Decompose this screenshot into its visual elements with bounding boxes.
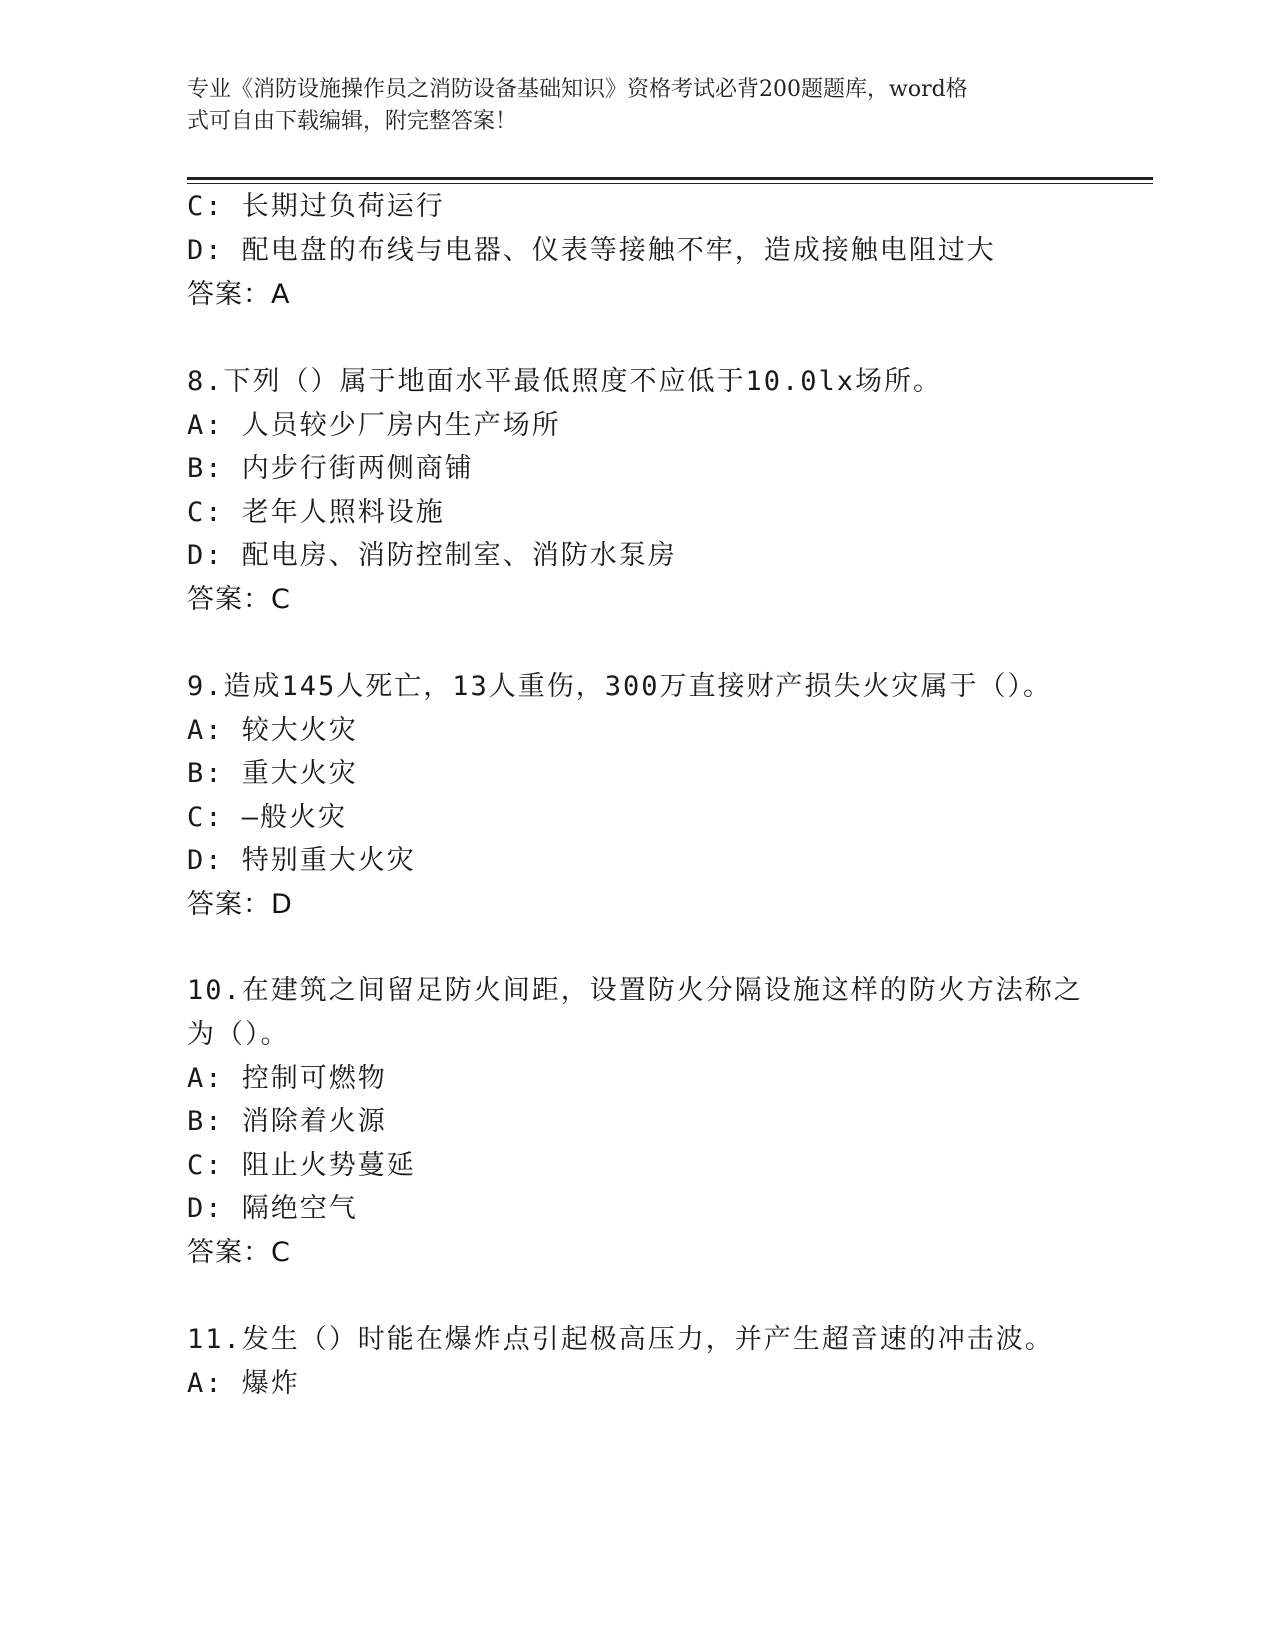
q9-option-c: C: —般火灾 xyxy=(187,802,348,833)
q10-option-d: D: 隔绝空气 xyxy=(187,1193,358,1224)
header-divider-thick xyxy=(187,177,1153,180)
q10-option-c: C: 阻止火势蔓延 xyxy=(187,1150,416,1181)
q9-option-b: B: 重大火灾 xyxy=(187,758,358,789)
header-line-1: 专业《消防设施操作员之消防设备基础知识》资格考试必背200题题库，word格 xyxy=(187,77,968,102)
q8-option-d: D: 配电房、消防控制室、消防水泵房 xyxy=(187,540,677,571)
q8-option-c: C: 老年人照料设施 xyxy=(187,497,445,528)
q9-answer: 答案：D xyxy=(187,889,293,920)
q8-option-a: A: 人员较少厂房内生产场所 xyxy=(187,410,561,441)
q10-option-b: B: 消除着火源 xyxy=(187,1106,387,1137)
q8-answer: 答案：C xyxy=(187,584,291,615)
prev-option-d: D: 配电盘的布线与电器、仪表等接触不牢，造成接触电阻过大 xyxy=(187,235,996,266)
q10-stem-line-1: 10.在建筑之间留足防火间距，设置防火分隔设施这样的防火方法称之 xyxy=(187,975,1083,1006)
q8-option-b: B: 内步行街两侧商铺 xyxy=(187,453,474,484)
q9-option-a: A: 较大火灾 xyxy=(187,715,358,746)
q11-stem: 11.发生（）时能在爆炸点引起极高压力，并产生超音速的冲击波。 xyxy=(187,1324,1054,1355)
prev-answer: 答案：A xyxy=(187,279,291,310)
q11-option-a: A: 爆炸 xyxy=(187,1368,300,1399)
q10-option-a: A: 控制可燃物 xyxy=(187,1063,387,1094)
q8-stem: 8.下列（）属于地面水平最低照度不应低于10.0lx场所。 xyxy=(187,366,943,397)
header-line-2: 式可自由下载编辑，附完整答案！ xyxy=(187,109,518,134)
q10-stem-line-2: 为（）。 xyxy=(187,1019,290,1050)
document-header xyxy=(187,74,1067,138)
q10-answer: 答案：C xyxy=(187,1237,291,1268)
q9-option-d: D: 特别重大火灾 xyxy=(187,845,416,876)
q9-stem: 9.造成145人死亡，13人重伤，300万直接财产损失火灾属于（）。 xyxy=(187,671,1053,702)
prev-option-c: C: 长期过负荷运行 xyxy=(187,191,445,222)
